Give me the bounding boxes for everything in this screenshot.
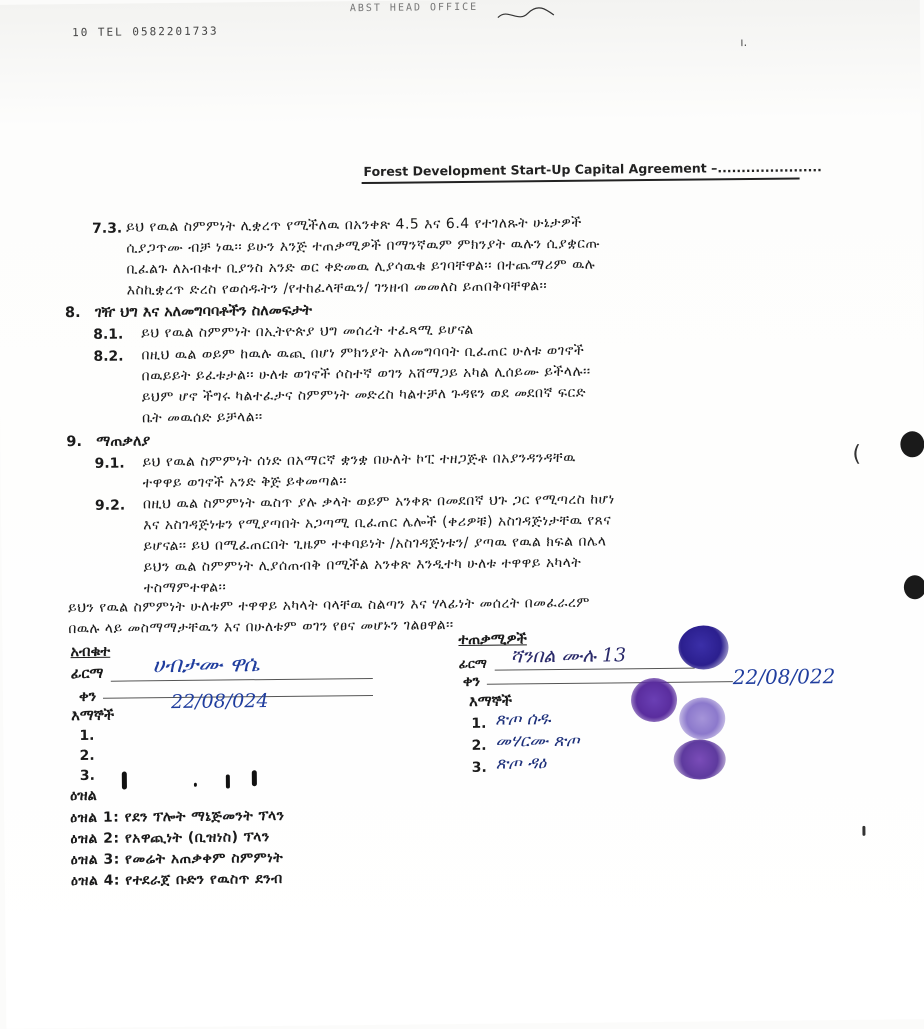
witness-right-1-name: ጽጦ ሰዱ bbox=[495, 709, 551, 730]
thumbprint-witness-2 bbox=[679, 697, 725, 739]
clause-line: ይህ የዉል ስምምነት ሰነድ በአማርኛ ቋንቋ በሁለት ኮፒ ተዘጋጅቶ በአያንዳንዳቸዉ bbox=[142, 449, 576, 471]
witness-label-right: እማኞች bbox=[468, 693, 513, 710]
clause-number-9-1: 9.1. bbox=[94, 455, 125, 472]
header-rule bbox=[362, 177, 800, 184]
witness-left-2: 2. bbox=[79, 747, 95, 765]
annex-item: ዕዝል 1: የደን ፕሎት ማኔጅመንት ፕላን bbox=[70, 807, 285, 827]
clause-line: ይህን ዉል ስምምነት ሊያሰጠብቅ በሚችል አንቀጽ እንዲተካ ሁለቱ ተዋዋይ አካላት bbox=[143, 554, 582, 576]
clause-line: ተዋዋይ ወገኖች አንድ ቅጅ ይቀመጣል፡፡ bbox=[142, 473, 348, 492]
thumbprint-witness-3 bbox=[673, 739, 725, 780]
scan-artifact bbox=[122, 772, 127, 790]
date-right: 22/08/022 bbox=[732, 664, 836, 690]
clause-line: ቢፈልጉ ለአብቁተ ቢያንስ አንድ ወር ቀድመዉ ሊያሳዉቁ ይገባቸዋል፡፡ በተጨማሪም ዉሉ bbox=[126, 256, 596, 278]
date-label-right: ቀን bbox=[462, 673, 481, 691]
witness-left-3: 3. bbox=[79, 767, 95, 785]
clause-9-2 bbox=[143, 489, 616, 599]
clause-line: ቤት መዉሰድ ይቻላል፡፡ bbox=[141, 409, 263, 427]
clause-number-7-3: 7.3. bbox=[92, 220, 123, 237]
closing-line: በዉሉ ላይ መስማማታቸዉን እና በሁለቱም ወገን የፀና መሆኑን ገልፀዋል፡፡ bbox=[68, 617, 454, 638]
clause-line: በዉይይት ይፈቱታል፡፡ ሁለቱ ወገኖች ሶስተኛ ወገን አሸማጋይ አካል ሊሰይሙ ይችላሉ፡፡ bbox=[141, 363, 591, 385]
clause-number-8-2: 8.2. bbox=[93, 348, 124, 365]
thumbprint-witness-1 bbox=[631, 678, 677, 722]
party-right-label: ተጠቃሚዎች bbox=[458, 631, 527, 649]
annex-list bbox=[70, 806, 285, 892]
section-number-9: 9. bbox=[66, 433, 83, 451]
scan-mark: ( bbox=[852, 441, 862, 467]
sign-line-left bbox=[111, 678, 373, 682]
witness-right-3-name: ጽጦ ዳዕ bbox=[495, 753, 547, 774]
tick-mark: ı. bbox=[740, 34, 748, 50]
thumbprint-right-signer bbox=[678, 625, 728, 670]
section-heading-9: ማጠቃለያ bbox=[96, 433, 151, 450]
sign-line-right bbox=[495, 668, 695, 671]
witness-left-1: 1. bbox=[79, 727, 95, 745]
clause-line: ተስማምተዋል፡፡ bbox=[143, 579, 227, 597]
annex-item: ዕዝል 4: የተደራጀ ቡድን የዉስጥ ደንብ bbox=[70, 870, 283, 890]
date-line-right bbox=[487, 681, 733, 685]
clause-line: ይህ የዉል ስምምነት በኢትዮጵያ ህግ መሰረት ተፈጻሚ ይሆናል bbox=[141, 321, 474, 342]
annex-label: ዕዝል bbox=[69, 787, 97, 805]
clause-7-3 bbox=[126, 213, 601, 302]
annex-item: ዕዝል 3: የመሬት አጠቃቀም ስምምነት bbox=[70, 849, 284, 869]
witness-right-2-name: መሃርሙ ጽጦ bbox=[495, 730, 580, 752]
sign-label-right: ፊርማ bbox=[458, 655, 487, 672]
clause-9-1 bbox=[142, 448, 576, 495]
scan-artifact bbox=[900, 431, 924, 457]
clause-line: ይህም ሆኖ ችግሩ ካልተፈታና ስምምነት መድረስ ካልተቻለ ጉዳዩን ወደ መደበኛ ፍርድ bbox=[141, 384, 587, 406]
scan-artifact bbox=[194, 783, 197, 787]
clause-number-9-2: 9.2. bbox=[94, 497, 126, 514]
clause-number-8-1: 8.1. bbox=[93, 326, 124, 343]
clause-line: ይህ የዉል ስምምነት ሊቋረጥ የሚችለዉ በአንቀጽ 4.5 እና 6.4 የተገለጹት ሁኔታዎች bbox=[125, 214, 582, 236]
clause-line: እና አስገዳጅነቱን የሚያጣበት አጋጣሚ ቢፈጠር ሌሎች (ቀሪዎቹ) አስገዳጅነታቸዉ የጸና bbox=[143, 512, 612, 534]
clause-8-1 bbox=[141, 320, 474, 344]
witness-right-1-num: 1. bbox=[471, 715, 487, 732]
header-title-text: Forest Development Start-Up Capital Agreement – bbox=[363, 160, 718, 180]
witness-right-2-num: 2. bbox=[471, 737, 487, 754]
signature-right: ሻንበል ሙሉ 13 bbox=[510, 644, 627, 668]
scan-artifact bbox=[226, 774, 230, 788]
clause-line: በዚህ ዉል ስምምነት ዉስጥ ያሉ ቃላት ወይም አንቀጽ በመደበኛ ህጉ ጋር የሚጣረስ ከሆነ bbox=[142, 491, 615, 513]
clause-line: በዚህ ዉል ወይም ከዉሉ ዉጪ በሆነ ምክንያት አለመግባባት ቢፈጠር ሁለቱ ወገኖች bbox=[141, 342, 585, 364]
date-left: 22/08/024 bbox=[170, 690, 269, 714]
clause-line: ይሆናል፡፡ ይህ በሚፈጠርበት ጊዜም ተቀባይነት /አስገዳጅነቱን/ ያጣዉ የዉል ክፍል በሌላ bbox=[143, 533, 607, 555]
stamp-text: ABST HEAD OFFICE bbox=[349, 1, 479, 15]
clause-line: ሲያጋጥሙ ብቻ ነዉ፡፡ ይሁን እንጅ ተጠቃሚዎች በማንኛዉም ምክንያት ዉሉን ሲያቋርጡ bbox=[126, 235, 601, 257]
section-heading-8: ገዥ ህግ እና አለመግባባቶችን ስለመፍታት bbox=[94, 302, 313, 321]
fax-header: 10 TEL 0582201733 bbox=[71, 24, 219, 40]
sign-label-left: ፊርማ bbox=[70, 665, 104, 683]
witness-label-left: እማኞች bbox=[71, 707, 115, 725]
closing-line: ይህን የዉል ስምምነት ሁለቱም ተዋዋይ አካላት ባላቸዉ ስልጣን እና ሃላፊነት መሰረት በመፈራረም bbox=[67, 594, 590, 617]
clause-line: እስኪቋረጥ ድረስ የወሰዱትን /የተከፈላቸዉን/ ገንዘብ መመለስ ይጠበቅባቸዋል፡፡ bbox=[126, 278, 548, 299]
scan-artifact bbox=[252, 770, 257, 786]
date-label-left: ቀን bbox=[78, 688, 97, 706]
scan-artifact bbox=[904, 575, 924, 599]
page-header-title bbox=[363, 159, 821, 179]
annex-item: ዕዝል 2: የአዋጪነት (ቢዝነስ) ፕላን bbox=[70, 829, 270, 848]
section-number-8: 8. bbox=[64, 304, 81, 322]
header-scribble bbox=[496, 3, 556, 26]
party-left-label: አብቁተ bbox=[70, 643, 111, 661]
witness-right-3-num: 3. bbox=[471, 759, 487, 776]
signature-left: ሀብታሙ ዋሴ bbox=[152, 652, 260, 679]
header-title-dots: ...................... bbox=[717, 159, 822, 176]
scan-artifact bbox=[862, 826, 865, 836]
clause-8-2 bbox=[141, 341, 591, 430]
